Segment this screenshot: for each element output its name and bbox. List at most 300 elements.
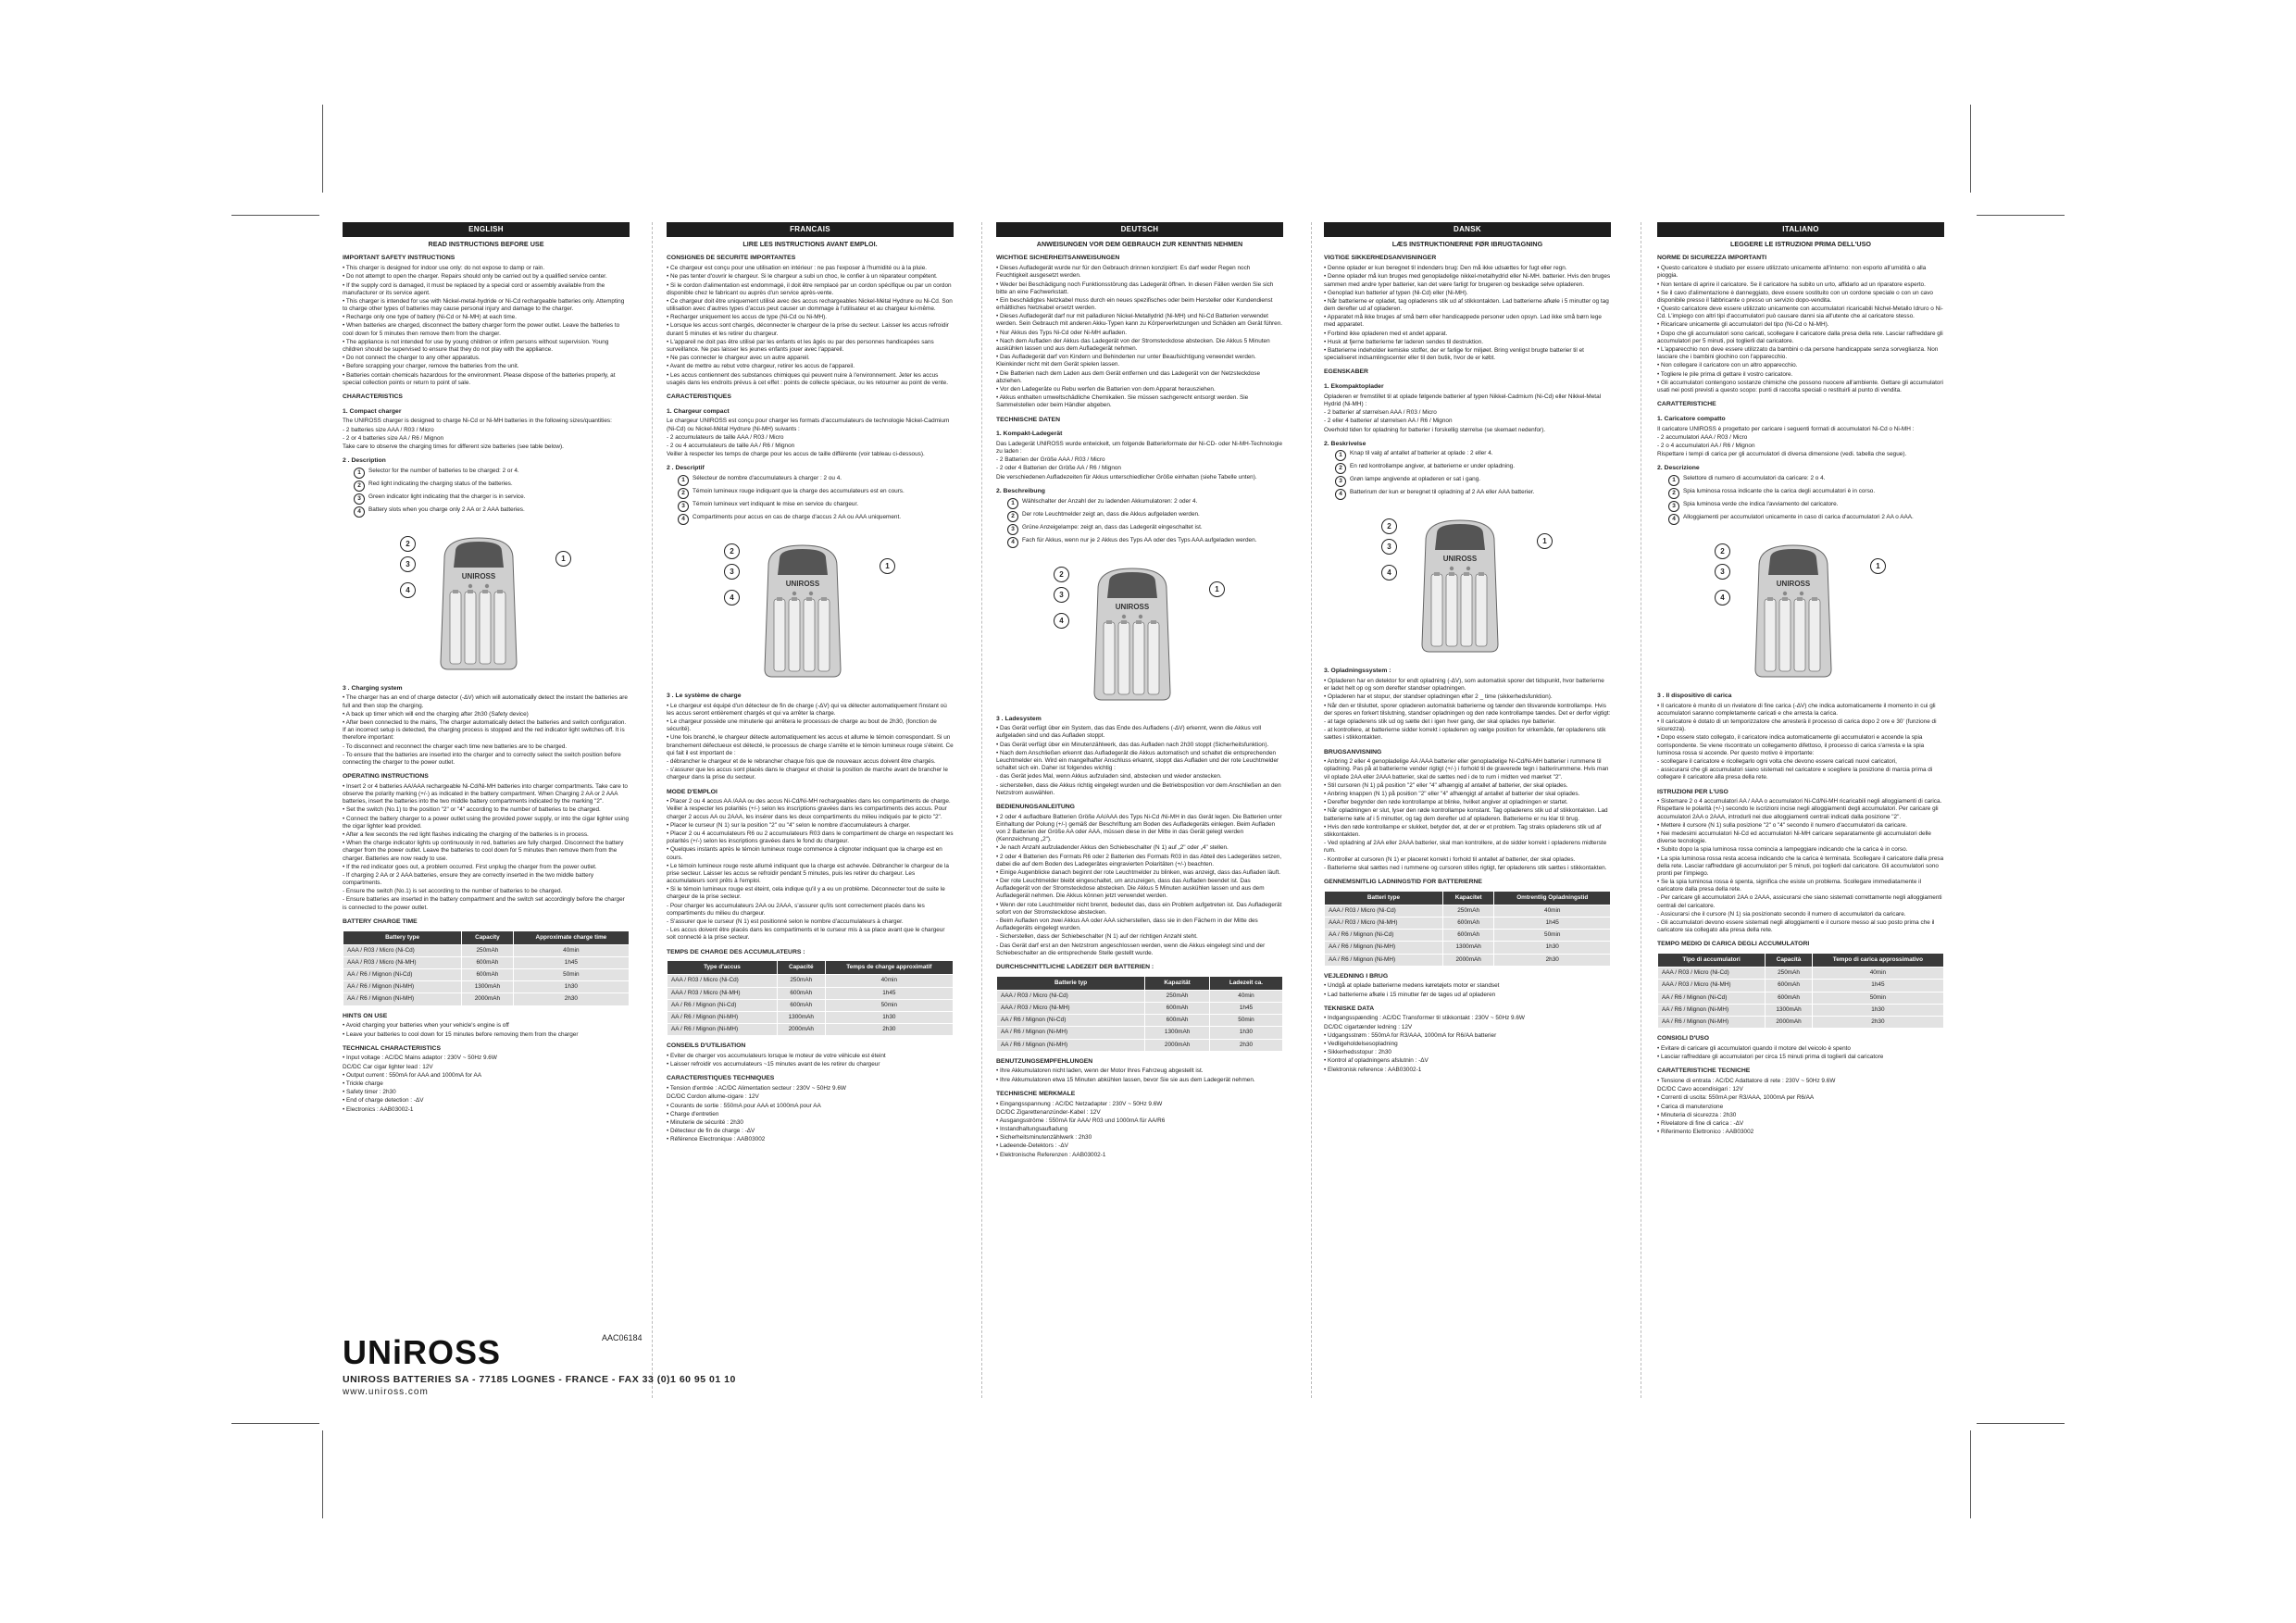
paragraph: • Opladeren har et stopur, der standser opladningen efter 2 _ time (sikkerhedsfunktion). [1324, 693, 1553, 701]
table-row [343, 969, 630, 981]
paragraph: • Instandhaltungsaufladung [996, 1126, 1068, 1133]
paragraph: • Il caricatore è dotato di un temporizzatore che arresterà il processo di carica dopo 2 ore e 30' (funzione di sicurezza). [1657, 718, 1937, 733]
table-row [343, 956, 630, 968]
paragraph: • Courants de sortie : 550mA pour AAA et 1000mA pour AA [667, 1102, 821, 1109]
table-cell: AA / R6 / Mignon (Ni-MH) [668, 1024, 778, 1036]
paragraph: • Undgå at oplade batterierne medens køretøjets motor er standset [1324, 982, 1500, 990]
table-header-cell: Capacità [1766, 954, 1813, 968]
table-row [668, 1024, 954, 1036]
description-item [354, 493, 630, 505]
table-cell: AAA / R03 / Micro (Ni-Cd) [997, 990, 1145, 1002]
paragraph: • Questo caricatore è studiato per essere utilizzato unicamente all'interno: non esporlo all'umidità o alla pioggia. [1657, 265, 1927, 280]
table-header-row [1325, 891, 1611, 905]
table-row [343, 944, 630, 956]
paragraph: • Se il cavo d'alimentazione è danneggiato, deve essere sostituito con un cordone speciale o con un cavo disponibile presso il fabbricante o presso un servizio dopo-vendita. [1657, 289, 1933, 304]
table-cell: 600mAh [1145, 1015, 1210, 1027]
paragraph: • This charger is intended for use with Nickel-metal-hydride or Ni-Cd rechargeable batteries only. Attempting to charge other types of batteries may cause personal injury and damage to the charger. [343, 297, 625, 313]
section-heading: 3. Opladningssystem : [1324, 668, 1391, 675]
charger-illustration [428, 532, 530, 671]
table-row [997, 1027, 1283, 1039]
table-row [1658, 980, 1944, 992]
table-cell: AA / R6 / Mignon (Ni-Cd) [343, 969, 462, 981]
paragraph: • Le témoin lumineux rouge reste allumé indiquant que la charge est achevée. Débrancher le chargeur de la prise secteur. Laisser les accus se refroidir pendant 5 minutes, puis les retirer du chargeur. Les accumulateurs sont prêts à l'emploi. [667, 862, 949, 885]
paragraph: DC/DC Cordon allume-cigare : 12V [667, 1093, 759, 1101]
charger-figure [1657, 532, 1944, 685]
table-cell: 2000mAh [1766, 1017, 1813, 1029]
paragraph: - Sicherstellen, dass der Schiebeschalter (N 1) auf der richtigen Anzahl steht. [996, 933, 1198, 941]
paragraph: • Minuteria di sicurezza : 2h30 [1657, 1111, 1737, 1118]
table-header-row [343, 930, 630, 944]
table-header-cell: Omtrentlig Opladningstid [1494, 891, 1611, 905]
paragraph: • Elektronische Referenzen : AAB03002-1 [996, 1151, 1106, 1158]
paragraph: • Dopo che gli accumulatori sono caricati, scollegare il caricatore dalla presa della rete. Lasciar raffreddare gli accumulatori per 5 minuti, poi toglierli dal caricatore. [1657, 330, 1943, 344]
paragraph: • Une fois branché, le chargeur détecte automatiquement les accus et allume le témoin correspondant. Si un branchement défectueux est détecté, le processus de charge s'arrête et le témoin lumineux rouge s'éteint. Ce qui fait il est important de : [667, 734, 954, 756]
paragraph: • Carica di manutenzione [1657, 1103, 1724, 1110]
callout-number: 2 [678, 488, 689, 499]
paragraph: • Non tentare di aprire il caricatore. Se il caricatore ha subito un urto, affidarlo ad un riparatore esperto. [1657, 281, 1926, 288]
description-item [1007, 537, 1283, 548]
table-cell: AA / R6 / Mignon (Ni-MH) [1658, 1004, 1766, 1016]
paragraph: - 2 accumulatori AAA / R03 / Micro [1657, 433, 1748, 441]
callout-number: 1 [354, 468, 365, 479]
paragraph: • Ne pas connecter le chargeur avec un autre appareil. [667, 355, 810, 362]
table-cell: 600mAh [1442, 930, 1494, 942]
callout-marker: 4 [400, 582, 416, 598]
description-text: Fach für Akkus, wenn nur je 2 Akkus des Typs AA oder des Typs AAA aufgeladen werden. [1022, 536, 1257, 543]
paragraph: • Udgangsstrøm : 550mA for R3/AAA, 1000mA for R6/AA batterier [1324, 1031, 1497, 1039]
callout-number: 3 [354, 493, 365, 505]
section-heading: 3 . Le système de charge [667, 692, 742, 699]
callout-marker: 1 [1870, 558, 1886, 574]
charger-illustration [752, 540, 854, 679]
table-cell: 40min [513, 944, 629, 956]
section-heading: CONSIGNES DE SECURITE IMPORTANTES [667, 255, 796, 262]
section-heading: DURCHSCHNITTLICHE LADEZEIT DER BATTERIEN : [996, 963, 1154, 970]
table-cell: AA / R6 / Mignon (Ni-Cd) [997, 1015, 1145, 1027]
section-heading: WICHTIGE SICHERHEITSANWEISUNGEN [996, 255, 1120, 262]
paragraph: • Kontrol af opladningens afslutnin : -ΔV [1324, 1057, 1429, 1065]
description-text: Spia luminosa verde che indica l'avviamento del caricatore. [1683, 500, 1839, 507]
paragraph: DC/DC cigartænder ledning : 12V [1324, 1023, 1413, 1030]
charge-time-table [343, 930, 630, 1006]
paragraph: • Set the switch (No.1) to the position "2" or "4" according to the number of batteries to be charged. [343, 806, 601, 814]
table-cell: 2h30 [1494, 954, 1611, 966]
paragraph: • Questo caricatore deve essere utilizzato unicamente con accumulatori ricaricabili Nichel-Metallo Idruro o Ni-Cd. L'impiego con altri tipi d'accumulatori può causare danni sia all'utente che al caricatore stesso. [1657, 306, 1943, 320]
table-row [1658, 1004, 1944, 1016]
table-cell: 250mAh [1145, 990, 1210, 1002]
section-heading: TECHNISCHE DATEN [996, 416, 1060, 423]
paragraph: • The appliance is not intended for use by young children or infirm persons without supervision. Young children should be supervised to ensure that they do not play with the appliance. [343, 338, 609, 354]
description-text: Green indicator light indicating that the charger is in service. [368, 493, 526, 500]
callout-marker: 3 [400, 556, 416, 572]
section-heading: CHARACTERISTICS [343, 393, 403, 400]
charger-illustration [1081, 563, 1183, 702]
section-heading: ISTRUZIONI PER L'USO [1657, 788, 1728, 795]
paragraph: - scollegare il caricatore e ricollegarlo ogni volta che devono essere caricati nuovi caricatori, [1657, 757, 1897, 765]
section-heading: TECHNISCHE MERKMALE [996, 1090, 1076, 1097]
section-heading: 3 . Il dispositivo di carica [1657, 692, 1732, 699]
paragraph: • Indgangsspænding : AC/DC Transformer til stikkontakt : 230V ~ 50Hz 9.6W [1324, 1015, 1525, 1022]
paragraph: • Ricaricare unicamente gli accumulatori del tipo (Ni-Cd o Ni-MH). [1657, 321, 1829, 329]
table-cell: 40min [825, 975, 953, 987]
table-cell: AA / R6 / Mignon (Ni-MH) [668, 1012, 778, 1024]
section-heading: 1. Chargeur compact [667, 407, 730, 415]
description-text: Spia luminosa rossa indicante che la carica degli accumulatori è in corso. [1683, 487, 1876, 494]
paragraph: Veiller à respecter les temps de charge pour les accus de taille différente (voir tableau ci-dessous). [667, 451, 925, 458]
paragraph: • Derefter begynder den røde kontrollampe at blinke, hvilket angiver at opladningen er startet. [1324, 799, 1568, 806]
paragraph: • Dopo essere stato collegato, il caricatore indica automaticamente gli accumulatori e accende la spia corrispondente. Se viene riscontrato un collegamento difettoso, il processo di carica s'arresta e la spia luminosa rossa si accende. Per questo motivo è importante: [1657, 734, 1925, 756]
paragraph: • Rivelatore di fine di carica : -ΔV [1657, 1119, 1744, 1127]
table-cell: 1h45 [1812, 980, 1943, 992]
table-row [668, 1012, 954, 1024]
table-row [997, 990, 1283, 1002]
paragraph: Take care to observe the charging times for different size batteries (see table below). [343, 443, 564, 450]
description-text: Compartiments pour accus en cas de charge d'accus 2 AA ou AAA uniquement. [693, 513, 902, 520]
paragraph: • Le chargeur possède une minuterie qui arrêtera le processus de charge au bout de 2h30, (fonction de sécurité). [667, 718, 937, 733]
paragraph: - To disconnect and reconnect the charger each time new batteries are to be charged. [343, 743, 568, 750]
table-cell: 600mAh [1766, 980, 1813, 992]
paragraph: • End of charge detection : -ΔV [343, 1097, 424, 1105]
table-cell: AAA / R03 / Micro (Ni-MH) [997, 1003, 1145, 1015]
paragraph: Le chargeur UNIROSS est conçu pour charger les formats d'accumulateurs de technologie Nickel-Cadmium (Ni-Cd) ou Nickel-Métal Hydrure (Ni-MH) suivants : [667, 418, 950, 432]
paragraph: - sicherstellen, dass die Akkus richtig eingelegt wurden und die Betriebsposition vor dem Anschließen an den Netzstrom auswählen. [996, 781, 1281, 796]
callout-marker: 2 [1381, 518, 1397, 534]
paragraph: • Before scrapping your charger, remove the batteries from the unit. [343, 363, 519, 370]
language-header: DEUTSCH [996, 222, 1283, 237]
paragraph: • Weder bei Beschädigung noch Funktionsstörung das Ladegerät öffnen. In diesen Fällen werden Sie sich bitte an eine Fachwerkstatt. [996, 281, 1274, 295]
table-cell: 1300mAh [1442, 942, 1494, 954]
table-cell: AAA / R03 / Micro (Ni-Cd) [343, 944, 462, 956]
table-cell: 2h30 [1812, 1017, 1943, 1029]
description-item [1335, 463, 1611, 474]
paragraph: • Tension d'entrée : AC/DC Alimentation secteur : 230V ~ 50Hz 9.6W [667, 1085, 846, 1092]
callout-number: 2 [1668, 488, 1679, 499]
paragraph: • Se la spia luminosa rossa è spenta, significa che esiste un problema. Scollegare immediatamente il caricatore dalla presa della rete. [1657, 879, 1921, 893]
paragraph: • Nei medesimi accumulatori Ni-Cd ed accumulatori Ni-MH caricare separatamente gli accumulatori delle diverse tecnologie. [1657, 830, 1931, 845]
table-cell: AAA / R03 / Micro (Ni-Cd) [668, 975, 778, 987]
crop-mark [1970, 1430, 1971, 1518]
read-instructions-note: LIRE LES INSTRUCTIONS AVANT EMPLOI. [742, 240, 878, 249]
table-row [343, 993, 630, 1005]
callout-marker: 4 [1381, 565, 1397, 581]
section-heading: HINTS ON USE [343, 1012, 388, 1019]
callout-number: 4 [678, 514, 689, 525]
language-column [1324, 222, 1611, 1075]
section-heading: TEMPS DE CHARGE DES ACCUMULATEURS : [667, 948, 805, 955]
table-cell: 600mAh [1766, 992, 1813, 1004]
paragraph: • Die Batterien nach dem Laden aus dem Gerät entfernen und das Ladegerät von der Netzsteckdose abziehen. [996, 369, 1261, 384]
section-heading: CONSIGLI D'USO [1657, 1035, 1709, 1042]
table-row [668, 975, 954, 987]
svg-text:UNIROSS: UNIROSS [1442, 555, 1478, 564]
section-heading: 3 . Charging system [343, 684, 403, 692]
paragraph: • 2 oder 4 aufladbare Batterien Größe AA/AAA des Typs Ni-Cd /Ni-MH in das Gerät legen. Die Batterien unter Einhaltung der Polung (+/-) gemäß der Beschriftung am Boden des Aufladegeräts einlegen. Beim Aufladen von 2 Batterien der Größe AA oder AAA, müssen diese in der Mitte in das Gerät gelegt werden (Kennzeichnung „2"). [996, 813, 1282, 843]
paragraph: • Référence Electronique : AAB03002 [667, 1136, 766, 1143]
table-row [668, 987, 954, 999]
callout-marker: 1 [880, 558, 895, 574]
paragraph: - To ensure that the batteries are inserted into the charger and to correctly select the switch position before connecting the charger to the power outlet. [343, 751, 621, 766]
paragraph: - at tage opladerens stik ud og sætte det i igen hver gang, der skal oplades nye batterier. [1324, 718, 1556, 726]
description-text: Wählschalter der Anzahl der zu ladenden Akkumulatoren: 2 oder 4. [1022, 497, 1198, 505]
paragraph: • A back up timer which will end the charging after 2h30 (Safety device) [343, 710, 529, 718]
paragraph: - Kontroller at cursoren (N 1) er placeret korrekt i forhold til antallet af batterier, der skal oplades. [1324, 855, 1576, 863]
table-cell: 2000mAh [1145, 1039, 1210, 1051]
table-cell: 1h30 [1494, 942, 1611, 954]
section-heading: NORME DI SICUREZZA IMPORTANTI [1657, 255, 1767, 262]
charger-figure [343, 525, 630, 678]
paragraph: • Gli accumulatori contengono sostanze chimiche che possono nuocere all'ambiente. Gettare gli accumulatori usati nei posti previsti a questo scopo: punti di raccolta speciali o restituirli al punto di vendita. [1657, 379, 1943, 393]
language-column [996, 222, 1283, 1160]
paragraph: • Dieses Aufladegerät wurde nur für den Gebrauch drinnen konzipiert: Es darf weder Regen noch Feuchtigkeit ausgesetzt werden. [996, 265, 1251, 280]
paragraph: • Tensione di entrata : AC/DC Adattatore di rete : 230V ~ 50Hz 9.6W [1657, 1077, 1836, 1084]
paragraph: - Ensure batteries are inserted in the battery compartment and the switch set accordingly before the charger is connected to the power outlet. [343, 896, 625, 911]
section-heading: IMPORTANT SAFETY INSTRUCTIONS [343, 255, 455, 262]
table-row [1658, 1017, 1944, 1029]
paragraph: • Dieses Aufladegerät darf nur mit palladiuren Nickel-Metallydrid (Ni-MH) und Ni-Cd Batterien verwendet werden. Sein Gebrauch mit anderen Akku-Typen kann zu Körperverletzungen und Schäden am Gerät führen. [996, 313, 1283, 328]
table-cell: AA / R6 / Mignon (Ni-MH) [1658, 1017, 1766, 1029]
paragraph: • Ne pas tenter d'ouvrir le chargeur. Si le chargeur a subi un choc, le confier à un réparateur compétent. [667, 273, 938, 281]
paragraph: Overhold tiden for opladning for batterier i forskellig størrelse (se skemaet nedenfor). [1324, 426, 1546, 433]
section-heading: 2 . Descriptif [667, 465, 705, 472]
callout-number: 2 [1335, 463, 1346, 474]
language-column [667, 222, 954, 1144]
callout-marker: 3 [1054, 587, 1069, 603]
section-heading: 1. Kompakt-Ladegerät [996, 431, 1063, 438]
read-instructions-note: LEGGERE LE ISTRUZIONI PRIMA DELL'USO [1730, 240, 1871, 249]
paragraph: DC/DC Car cigar lighter lead : 12V [343, 1063, 433, 1070]
language-header: FRANCAIS [667, 222, 954, 237]
table-cell: AA / R6 / Mignon (Ni-Cd) [1325, 930, 1443, 942]
paragraph: Die verschiedenen Aufladezeiten für Akkus unterschiedlicher Größe einhalten (siehe Tabelle unten). [996, 473, 1257, 481]
table-cell: 50min [513, 969, 629, 981]
description-item [1668, 488, 1944, 499]
charge-time-table [1324, 891, 1611, 967]
table-header-cell: Batterie typ [997, 976, 1145, 990]
paragraph: • Elektronisk reference : AAB03002-1 [1324, 1066, 1422, 1073]
paragraph: DC/DC Cavo accendisigari : 12V [1657, 1086, 1743, 1093]
paragraph: • Vor den Ladegeräte ou Rebu werfen die Batterien von dem Apparat herausziehen. [996, 385, 1216, 393]
description-item [1007, 498, 1283, 509]
company-website: www.uniross.com [343, 1387, 429, 1397]
table-cell: 250mAh [1766, 968, 1813, 980]
section-heading: 2. Beschreibung [996, 487, 1045, 494]
svg-text:UNIROSS: UNIROSS [461, 571, 496, 581]
table-cell: 50min [1494, 930, 1611, 942]
description-text: Der rote Leuchtmelder zeigt an, dass die Akkus aufgeladen werden. [1022, 510, 1200, 518]
section-heading: TEKNISKE DATA [1324, 1005, 1375, 1012]
language-column [1657, 222, 1944, 1137]
paragraph: - 2 accumulateurs de taille AAA / R03 / Micro [667, 433, 784, 441]
table-cell: 1h45 [825, 987, 953, 999]
paragraph: • La spia luminosa rossa resta accesa indicando che la carica è terminata. Scollegare il caricatore dalla presa della rete. Lasciar raffreddare gli accumulatori per 5 minuti, poi toglierli dal caricatore. Gli accumulatori sono pronti per l'impiego. [1657, 855, 1944, 877]
language-header: ENGLISH [343, 222, 630, 237]
callout-number: 3 [1007, 524, 1018, 535]
svg-text:UNIROSS: UNIROSS [1115, 602, 1150, 611]
table-cell: AA / R6 / Mignon (Ni-Cd) [1658, 992, 1766, 1004]
paragraph: • When batteries are charged, disconnect the battery charger form the power outlet. Leave the batteries to cool down for 5 minutes then remove them from the charger. [343, 322, 620, 337]
paragraph: - If charging 2 AA or 2 AAA batteries, ensure they are correctly inserted in the two middle battery compartments. [343, 871, 594, 887]
callout-number: 2 [354, 481, 365, 492]
table-cell: 600mAh [462, 956, 514, 968]
table-row [1658, 992, 1944, 1004]
fold-line [1311, 222, 1312, 1398]
table-cell: 1300mAh [462, 981, 514, 993]
description-item [354, 468, 630, 479]
callout-marker: 4 [1054, 613, 1069, 629]
table-cell: 2000mAh [1442, 954, 1494, 966]
paragraph: • If the red indicator goes out, a problem occurred. First unplug the charger from the power outlet. [343, 863, 597, 870]
paragraph: - assicurarsi che gli accumulatori siano sistemati nel caricatore e scegliere la posizione di marcia prima di collegare il caricatore alla presa della rete. [1657, 767, 1933, 781]
table-cell: 600mAh [1442, 917, 1494, 929]
section-heading: 2. Descrizione [1657, 465, 1700, 472]
paragraph: • Når opladningen er slut, lyser den røde kontrollampe konstant. Tag opladerens stik ud af stikkontakten. Lad batterierne køle af i 5 minutter, og tag dem derefter ud af opladeren. Batterierne er nu klar til brug. [1324, 807, 1608, 822]
paragraph: - 2 batterier af størrelsen AAA / R03 / Micro [1324, 409, 1437, 417]
paragraph: • Lorsque les accus sont chargés, déconnecter le chargeur de la prise du secteur. Laisser les accus refroidir durant 5 minutes et les retirer du chargeur. [667, 322, 949, 337]
description-text: Grüne Anzeigelampe: zeigt an, dass das Ladegerät eingeschaltet ist. [1022, 523, 1203, 531]
paragraph: • Ladeende-Detektors : -ΔV [996, 1142, 1068, 1150]
paragraph: • Anbring 2 eller 4 genopladelige AA /AAA batterier eller genopladelige Ni-Cd/Ni-MH batterier i rummene til opladning. Pas på at batterierne vender rigtigt (+/-) i forhold til de graverede tegn i batterirummene. Hvis man vil oplade 2AA eller 2AAA batterier, skal de sættes ned i de to rum i midten ved mærket "2". [1324, 758, 1609, 780]
section-heading: CARATTERISTICHE [1657, 401, 1716, 408]
charge-time-table [1657, 953, 1944, 1029]
description-item [1335, 450, 1611, 461]
paragraph: • Hvis den røde kontrollampe er slukket, betyder det, at der er et problem. Tag straks opladerens stik ud af stikkontakten. [1324, 823, 1602, 838]
table-cell: AA / R6 / Mignon (Ni-MH) [997, 1039, 1145, 1051]
callout-number: 1 [1668, 475, 1679, 486]
table-header-cell: Tempo di carica approssimativo [1812, 954, 1943, 968]
paragraph: - at kontrollere, at batterierne sidder korrekt i opladeren og vælge position for virkemåde, før opladerens stik sættes i stikkontakten. [1324, 727, 1606, 742]
description-item [354, 481, 630, 492]
fold-line [981, 222, 982, 1398]
description-text: Selettore di numero di accumulatori da caricare: 2 o 4. [1683, 474, 1826, 481]
section-heading: CARATTERISTICHE TECNICHE [1657, 1067, 1751, 1075]
table-row [997, 1003, 1283, 1015]
table-cell: 1h45 [1494, 917, 1611, 929]
paragraph: • Non collegare il caricatore con un altro apparecchio. [1657, 362, 1798, 369]
section-heading: OPERATING INSTRUCTIONS [343, 773, 429, 780]
paragraph: • Når batterierne er opladet, tag opladerens stik ud af stikkontakten. Lad batterierne afkøle i 5 minutter og tag dem derefter ud af opladeren. [1324, 297, 1609, 313]
paragraph: - 2 Batterien der Größe AAA / R03 / Micro [996, 456, 1105, 464]
paragraph: • Opladeren har en detektor for endt opladning (-ΔV), som automatisk sporer det tidspunkt, hvor batterierne er ladet helt op og som derefter standser opladningen. [1324, 678, 1604, 693]
paragraph: • Sikkerhedsstopur : 2h30 [1324, 1049, 1391, 1056]
table-header-cell: Temps de charge approximatif [825, 961, 953, 975]
table-row [1658, 968, 1944, 980]
callout-number: 1 [1007, 498, 1018, 509]
table-cell: 1h45 [1209, 1003, 1282, 1015]
table-cell: 1300mAh [1766, 1004, 1813, 1016]
paragraph: • Denne oplader er kun beregnet til indendørs brug: Den må ikke udsættes for fugt eller regn. [1324, 265, 1567, 272]
description-item [354, 506, 630, 518]
svg-text:UNIROSS: UNIROSS [785, 579, 820, 588]
description-text: Knap til valg af antallet af batterier at oplade : 2 eller 4. [1350, 450, 1493, 457]
table-cell: 2000mAh [777, 1024, 825, 1036]
table-header-cell: Kapacitet [1442, 891, 1494, 905]
paragraph: • Eviter de charger vos accumulateurs lorsque le moteur de votre véhicule est éteint [667, 1053, 886, 1060]
section-heading: CARACTERISTIQUES TECHNIQUES [667, 1075, 775, 1082]
paragraph: • Akkus enthalten umweltschädliche Chemikalien. Sie müssen sachgerecht entsorgt werden. Sie Sammelstellen oder beim Händler abgeben. [996, 394, 1249, 409]
table-header-cell: Approximate charge time [513, 930, 629, 944]
language-header: ITALIANO [1657, 222, 1944, 237]
crop-mark [231, 1423, 319, 1424]
paragraph: • Sistemare 2 o 4 accumulatori AA / AAA o accumulatori Ni-Cd/Ni-MH ricaricabili negli alloggiamenti di carica. Rispettare le polarità (+/-) secondo le iscrizioni incise negli alloggiamenti degli accumulatori. Per caricare gli accumulatori 2AA o 2AAA, introdurli nei due alloggiamenti centrali indicati dalla posizione "2". [1657, 798, 1942, 820]
callout-marker: 3 [1381, 539, 1397, 555]
table-header-cell: Tipo di accumulatori [1658, 954, 1766, 968]
paragraph: • Sicherheitsminutenzählwerk : 2h30 [996, 1134, 1092, 1142]
section-heading: CARACTERISTIQUES [667, 393, 731, 400]
paragraph: - 2 oder 4 Batterien der Größe AA / R6 / Mignon [996, 465, 1121, 472]
callout-marker: 1 [555, 551, 571, 567]
table-cell: 40min [1494, 905, 1611, 917]
callout-marker: 3 [724, 564, 740, 580]
table-row [1325, 930, 1611, 942]
callout-number: 4 [354, 506, 365, 518]
description-item [1335, 476, 1611, 487]
description-text: Red light indicating the charging status of the batteries. [368, 480, 513, 487]
callout-marker: 2 [1054, 567, 1069, 582]
paragraph: • Si le cordon d'alimentation est endommagé, il doit être remplacé par un cordon spécifique ou par un cordon disponible chez le fabricant ou auprès d'un service après-vente. [667, 281, 952, 296]
table-cell: 250mAh [777, 975, 825, 987]
charger-illustration [1409, 515, 1511, 654]
paragraph: - 2 eller 4 batterier af størrelsen AA / R6 / Mignon [1324, 418, 1453, 425]
table-cell: 1h30 [513, 981, 629, 993]
paragraph: - Beim Aufladen von zwei Akkus AA oder AAA sicherstellen, dass sie in den Fächern in der Mitte des Aufladegeräts eingelegt wurden. [996, 918, 1258, 932]
callout-marker: 1 [1209, 581, 1225, 597]
table-cell: 600mAh [1145, 1003, 1210, 1015]
paragraph: • Vedligeholdelsesopladning [1324, 1041, 1398, 1048]
description-text: En rød kontrollampe angiver, at batterierne er under opladning. [1350, 463, 1515, 470]
paragraph: • Do not attempt to open the charger. Repairs should only be carried out by a qualified service center. [343, 273, 607, 281]
table-cell: 1h30 [825, 1012, 953, 1024]
table-row [1325, 917, 1611, 929]
table-cell: 1h30 [1209, 1027, 1282, 1039]
paragraph: • If the supply cord is damaged, it must be replaced by a special cord or assembly available from the manufacturer or its service agent. [343, 281, 605, 296]
paragraph: • Placer 2 ou 4 accumulateurs R6 ou 2 accumulateurs R03 dans le compartiment de charge en respectant les polarités (+/-) selon les inscriptions gravées dans le fond du chargeur. [667, 830, 954, 845]
table-header-cell: Ladezeit ca. [1209, 976, 1282, 990]
description-text: Témoin lumineux vert indiquant le mise en service du chargeur. [693, 500, 859, 507]
callout-number: 1 [1335, 450, 1346, 461]
section-heading: 1. Compact charger [343, 407, 402, 415]
callout-number: 4 [1335, 489, 1346, 500]
paragraph: • Riferimento Elettronico : AAB03002 [1657, 1129, 1754, 1136]
paragraph: • Forbind ikke opladeren med et andet apparat. [1324, 330, 1448, 337]
table-header-row [997, 976, 1283, 990]
description-text: Selector for the number of batteries to be charged: 2 or 4. [368, 467, 519, 474]
table-cell: AA / R6 / Mignon (Ni-MH) [343, 981, 462, 993]
description-item [1007, 511, 1283, 522]
paragraph: • After a few seconds the red light flashes indicating the charging of the batteries is in process. [343, 830, 589, 838]
crop-mark [322, 105, 323, 193]
paragraph: Opladeren er fremstillet til at oplade følgende batterier af typen Nikkel-Cadmium (Ni-Cd) eller Nikkel-Metal Hydrid (Ni-MH) : [1324, 393, 1602, 407]
section-heading: CONSEILS D'UTILISATION [667, 1042, 746, 1050]
paragraph: • Safety timer : 2h30 [343, 1089, 396, 1096]
paragraph: • Ce chargeur doit être uniquement utilisé avec des accus rechargeables Nickel-Métal Hydrure ou Ni-Cd. Son utilisation avec d'autres types d'accus peut causer un dommage à l'utilisateur et au chargeur lui-même. [667, 297, 953, 313]
table-row [668, 999, 954, 1011]
paragraph: • After been connected to the mains, The charger automatically detect the batteries and switch configuration. If an incorrect setup is detected, the charging process is stopped and the red indicator light switches off. It is therefore important: [343, 719, 627, 742]
paragraph: - Ved opladning af 2AA eller 2AAA batterier, skal man kontrollere, at de sidder korrekt i opladerens midterste rum. [1324, 840, 1607, 855]
paragraph: - 2 o 4 accumulatori AA / R6 / Mignon [1657, 442, 1755, 449]
charger-figure [1324, 507, 1611, 660]
table-header-cell: Battery type [343, 930, 462, 944]
paragraph: • Der rote Leuchtmelder bleibt eingeschaltet, um anzuzeigen, dass das Aufladen beendet ist. Das Aufladegerät von der Stromsteckdose abstecken. Die Akkus 5 Minuten auskühlen lassen und aus dem Aufladegerät nehmen. Die Akkus können jetzt verwendet werden. [996, 878, 1265, 900]
paragraph: • Husk at fjerne batterierne før laderen sendes til destruktion. [1324, 338, 1484, 345]
table-cell: 250mAh [1442, 905, 1494, 917]
paragraph: • Anbring knappen (N 1) på position "2" eller "4" afhængigt af antallet af batterier der skal oplades. [1324, 791, 1580, 798]
description-item [1335, 489, 1611, 500]
paragraph: • Nach dem Anschließen erkennt das Aufladegerät die Akkus automatisch und schaltet die entsprechenden Leuchtmelder ein. Wird ein mangelhafter Anschluss erkannt, stoppt das Aufladen und der rote Leuchtmelder schaltet sich ein. Daher ist folgendes wichtig : [996, 749, 1279, 772]
callout-marker: 1 [1537, 533, 1553, 549]
paragraph: • Quelques instants après le témoin lumineux rouge commence à clignoter indiquant que la charge est en cours. [667, 846, 942, 861]
paragraph: - Pour charger les accumulateurs 2AA ou 2AAA, s'assurer qu'ils sont correctement placés dans les compartiments du milieu du chargeur. [667, 902, 925, 917]
charger-figure [996, 556, 1283, 708]
